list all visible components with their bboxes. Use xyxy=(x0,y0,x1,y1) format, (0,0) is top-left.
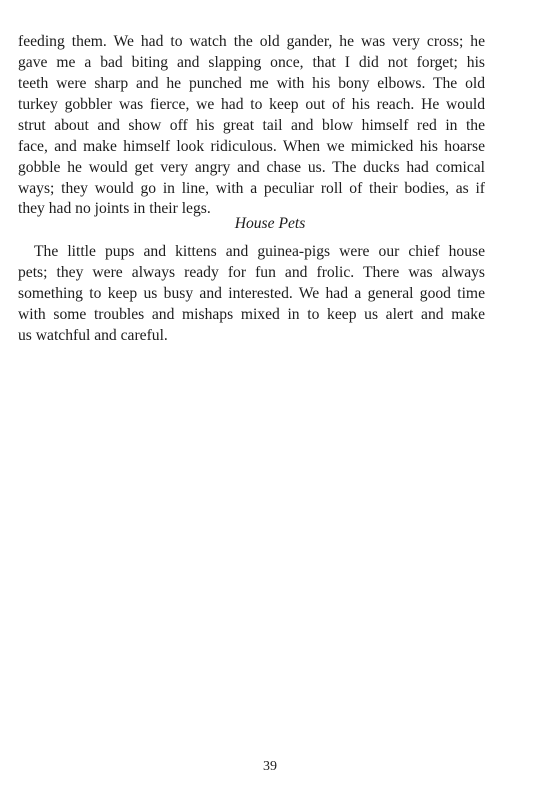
text-line: us watchful and careful. xyxy=(18,327,168,344)
text-line: with some troubles and mishaps mixed in to keep us alert and make xyxy=(18,306,485,323)
page-number: 39 xyxy=(263,759,277,774)
text-line: pets; they were always ready for fun and frolic. There was always xyxy=(18,264,485,281)
text-line: something to keep us busy and interested. We had a general good time xyxy=(18,285,485,302)
text-line: gobble he would get very angry and chase us. The ducks had comical xyxy=(18,159,485,176)
text-line: gave me a bad biting and slapping once, that I did not forget; his xyxy=(18,54,485,71)
text-line: ways; they would go in line, with a peculiar roll of their bodies, as if xyxy=(18,180,485,197)
section-heading: House Pets xyxy=(234,215,306,232)
text-line: strut about and show off his great tail and blow himself red in the xyxy=(18,117,485,134)
text-line: face, and make himself look ridiculous. When we mimicked his hoarse xyxy=(18,138,485,155)
text-line: turkey gobbler was fierce, we had to keep out of his reach. He would xyxy=(18,96,485,113)
text-line: The little pups and kittens and guinea-pigs were our chief house xyxy=(34,243,485,260)
text-line: teeth were sharp and he punched me with his bony elbows. The old xyxy=(18,75,485,92)
text-line: they had no joints in their legs. xyxy=(18,200,211,217)
text-line: feeding them. We had to watch the old gander, he was very cross; he xyxy=(18,33,485,50)
